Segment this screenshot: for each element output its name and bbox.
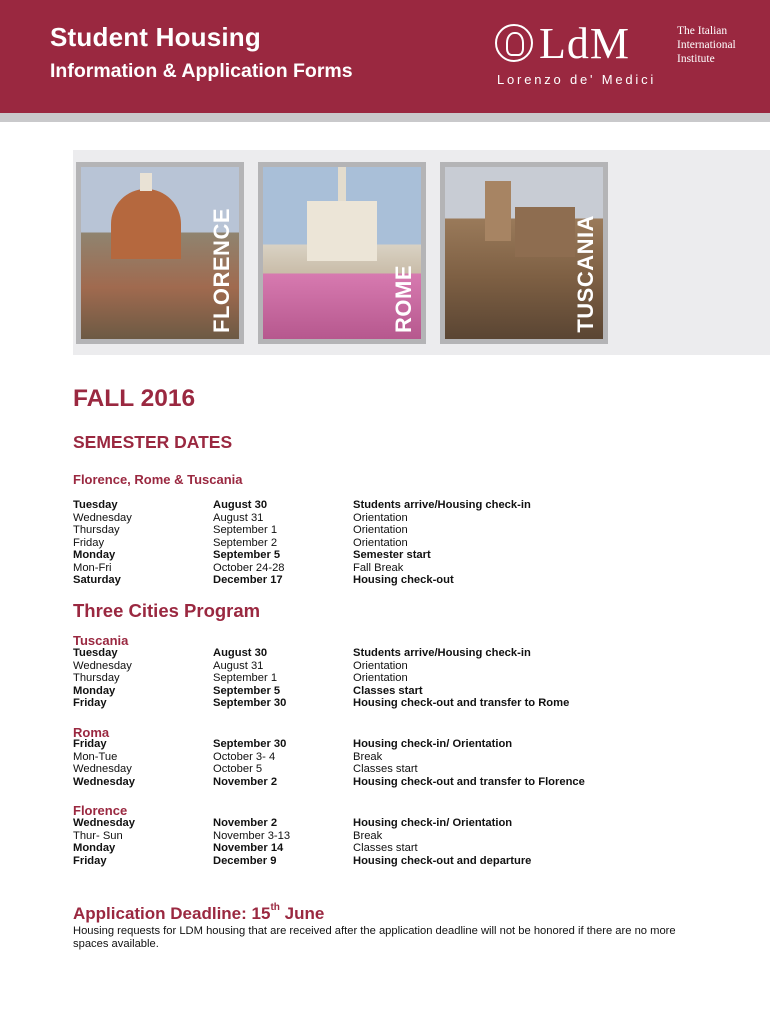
schedule-event: Housing check-out and transfer to Florence bbox=[353, 775, 585, 788]
schedule-date: October 24-28 bbox=[213, 561, 285, 574]
schedule-day: Thursday bbox=[73, 672, 120, 684]
schedule-day: Tuesday bbox=[73, 647, 118, 659]
schedule-day: Mon-Fri bbox=[73, 561, 112, 574]
roma-label: Roma bbox=[73, 725, 110, 740]
roma-schedule bbox=[73, 738, 693, 788]
schedule-date: September 5 bbox=[213, 549, 281, 561]
application-deadline-heading: Application Deadline: 15th June bbox=[73, 902, 325, 923]
schedule-date: November 2 bbox=[213, 775, 278, 788]
schedule-event: Students arrive/Housing check-in bbox=[353, 499, 531, 511]
schedule-date: October 3- 4 bbox=[213, 750, 276, 763]
tuscania-label: Tuscania bbox=[73, 633, 129, 648]
schedule-row bbox=[73, 738, 693, 751]
schedule-day: Monday bbox=[73, 842, 116, 854]
town-tower-icon bbox=[485, 181, 511, 241]
schedule-event: Housing check-out and transfer to Rome bbox=[353, 697, 570, 709]
schedule-row bbox=[73, 499, 693, 512]
schedule-row bbox=[73, 512, 693, 525]
schedule-row bbox=[73, 776, 693, 789]
schedule-event: Orientation bbox=[353, 672, 408, 684]
page-subtitle: Information & Application Forms bbox=[50, 60, 353, 82]
schedule-event: Housing check-in/ Orientation bbox=[353, 738, 513, 750]
ldm-logo bbox=[495, 19, 755, 92]
logo-institute-text: The Italian International Institute bbox=[677, 25, 736, 65]
schedule-date: September 30 bbox=[213, 697, 287, 709]
schedule-date: August 31 bbox=[213, 511, 264, 524]
photo-city-label: FLORENCE bbox=[209, 208, 234, 333]
schedule-row bbox=[73, 855, 693, 868]
schedule-day: Friday bbox=[73, 536, 105, 549]
schedule-date: October 5 bbox=[213, 763, 263, 775]
schedule-date: September 30 bbox=[213, 738, 287, 750]
schedule-day: Tuesday bbox=[73, 499, 118, 511]
schedule-event: Classes start bbox=[353, 684, 423, 697]
schedule-event: Orientation bbox=[353, 536, 408, 549]
schedule-row bbox=[73, 647, 693, 660]
florence-schedule bbox=[73, 817, 693, 867]
three-cities-heading: Three Cities Program bbox=[73, 600, 261, 621]
semester-schedule bbox=[73, 499, 693, 587]
schedule-day: Wednesday bbox=[73, 775, 135, 788]
schedule-event: Semester start bbox=[353, 549, 431, 561]
schedule-row bbox=[73, 751, 693, 764]
schedule-date: September 2 bbox=[213, 536, 278, 549]
schedule-event: Break bbox=[353, 750, 383, 763]
schedule-event: Housing check-in/ Orientation bbox=[353, 817, 513, 829]
schedule-event: Housing check-out bbox=[353, 574, 454, 586]
schedule-event: Orientation bbox=[353, 511, 408, 524]
semester-dates-heading: SEMESTER DATES bbox=[73, 432, 233, 452]
schedule-day: Friday bbox=[73, 697, 107, 709]
schedule-row bbox=[73, 524, 693, 537]
schedule-day: Saturday bbox=[73, 574, 121, 586]
schedule-event: Housing check-out and departure bbox=[353, 854, 532, 867]
florence-photo bbox=[76, 162, 244, 344]
rome-photo bbox=[258, 162, 426, 344]
schedule-date: August 31 bbox=[213, 659, 264, 672]
tuscania-photo bbox=[440, 162, 608, 344]
schedule-row bbox=[73, 549, 693, 562]
schedule-row bbox=[73, 697, 693, 710]
schedule-row bbox=[73, 817, 693, 830]
schedule-date: September 1 bbox=[213, 672, 278, 684]
schedule-event: Students arrive/Housing check-in bbox=[353, 647, 531, 659]
schedule-day: Wednesday bbox=[73, 659, 132, 672]
schedule-date: September 1 bbox=[213, 524, 278, 536]
schedule-date: December 17 bbox=[213, 574, 283, 586]
schedule-date: September 5 bbox=[213, 684, 281, 697]
schedule-event: Break bbox=[353, 829, 383, 842]
schedule-row bbox=[73, 562, 693, 575]
photo-city-label: ROME bbox=[391, 265, 416, 333]
tuscania-schedule bbox=[73, 647, 693, 710]
cathedral-dome-icon bbox=[111, 189, 181, 259]
schedule-day: Wednesday bbox=[73, 817, 135, 829]
deadline-note: Housing requests for LDM housing that are received after the application deadline will not be honored if there are no more spaces available. bbox=[73, 925, 676, 950]
florence-label: Florence bbox=[73, 803, 128, 818]
church-towers-icon bbox=[307, 201, 377, 261]
schedule-day: Friday bbox=[73, 854, 107, 867]
header-banner bbox=[0, 0, 770, 113]
schedule-row bbox=[73, 537, 693, 550]
schedule-day: Thur- Sun bbox=[73, 829, 123, 842]
logo-name: Lorenzo de' Medici bbox=[497, 72, 657, 87]
schedule-row bbox=[73, 830, 693, 843]
schedule-event: Orientation bbox=[353, 524, 408, 536]
term-heading: FALL 2016 bbox=[73, 385, 196, 412]
schedule-date: August 30 bbox=[213, 499, 268, 511]
schedule-day: Wednesday bbox=[73, 763, 132, 775]
photo-city-label: TUSCANIA bbox=[573, 215, 598, 333]
logo-mark: LdM bbox=[539, 19, 630, 68]
schedule-day: Friday bbox=[73, 738, 107, 750]
schedule-date: November 14 bbox=[213, 842, 284, 854]
schedule-day: Thursday bbox=[73, 524, 120, 536]
schedule-day: Mon-Tue bbox=[73, 750, 118, 763]
schedule-event: Classes start bbox=[353, 842, 418, 854]
schedule-day: Wednesday bbox=[73, 511, 132, 524]
schedule-date: December 9 bbox=[213, 854, 277, 867]
schedule-row bbox=[73, 842, 693, 855]
schedule-row bbox=[73, 685, 693, 698]
schedule-row bbox=[73, 763, 693, 776]
schedule-row bbox=[73, 660, 693, 673]
schedule-row bbox=[73, 574, 693, 587]
schedule-event: Fall Break bbox=[353, 561, 404, 574]
schedule-date: November 2 bbox=[213, 817, 278, 829]
schedule-day: Monday bbox=[73, 684, 116, 697]
schedule-day: Monday bbox=[73, 549, 116, 561]
locations-label: Florence, Rome & Tuscania bbox=[73, 472, 243, 487]
medici-seal-icon bbox=[495, 24, 533, 62]
page-title: Student Housing bbox=[50, 22, 261, 52]
schedule-event: Orientation bbox=[353, 659, 408, 672]
schedule-row bbox=[73, 672, 693, 685]
schedule-event: Classes start bbox=[353, 763, 418, 775]
header-divider bbox=[0, 113, 770, 122]
schedule-date: August 30 bbox=[213, 647, 268, 659]
schedule-date: November 3-13 bbox=[213, 829, 291, 842]
